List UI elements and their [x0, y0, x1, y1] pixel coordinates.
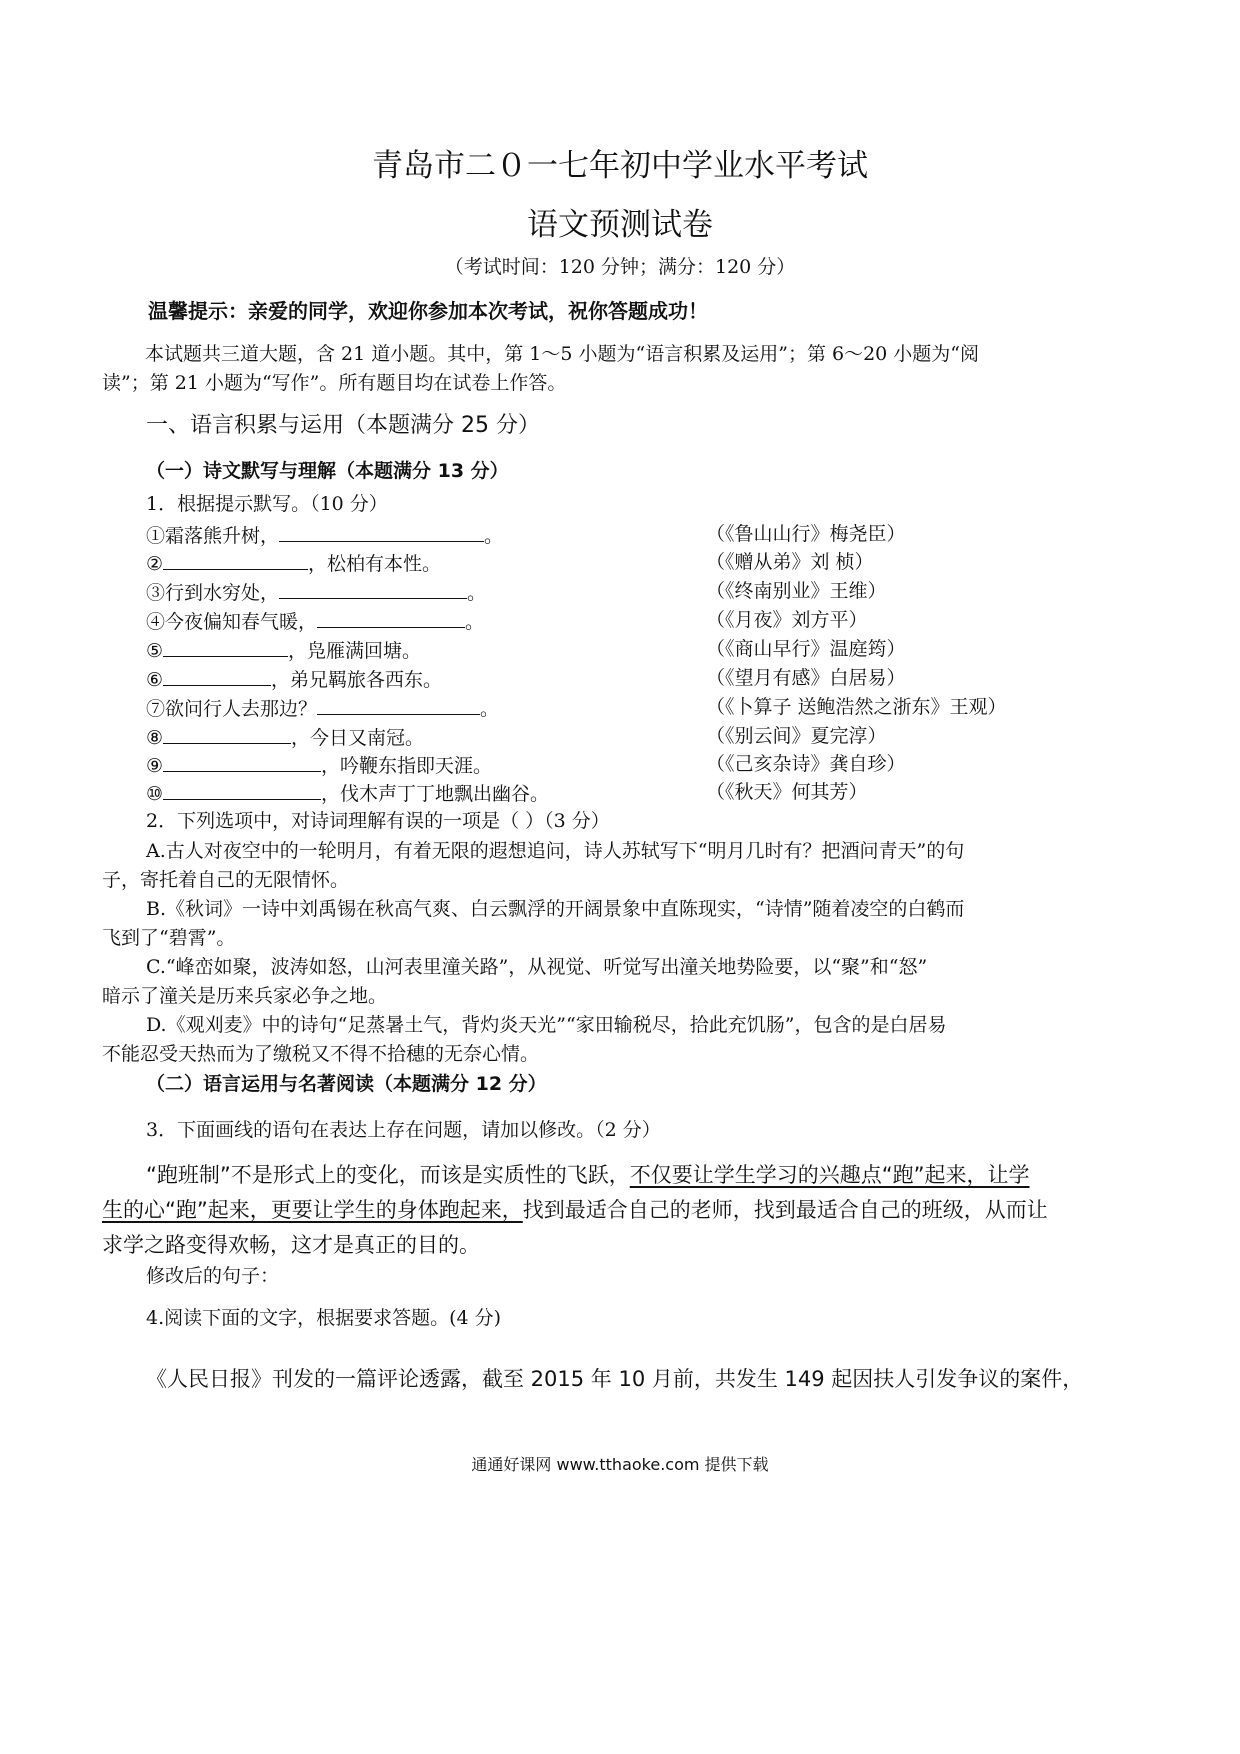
q1-source: （《秋天》何其芳） — [706, 781, 868, 803]
q1-item: ⑩ ，伐木声丁丁地飘出幽谷。 — [146, 779, 549, 807]
q1-item: ⑤ ，凫雁满回塘。 — [146, 636, 421, 664]
part-2-heading: （二）语言运用与名著阅读（本题满分 12 分） — [146, 1073, 547, 1095]
q1-item: ⑧ ，今日又南冠。 — [146, 723, 424, 751]
answer-blank[interactable] — [163, 723, 291, 744]
page-footer: 通通好课网 www.tthaoke.com 提供下载 — [471, 1455, 769, 1474]
q1-source: （《月夜》刘方平） — [706, 609, 868, 631]
answer-blank[interactable] — [317, 694, 480, 715]
q1-item: ⑥ ，弟兄羁旅各西东。 — [146, 665, 442, 693]
q2-option-c: C.“峰峦如聚，波涛如怒，山河表里潼关路”，从视觉、听觉写出潼关地势险要，以“聚”和“怒” — [146, 956, 928, 978]
answer-blank[interactable] — [163, 549, 308, 570]
q2-option-c-cont: 暗示了潼关是历来兵家必争之地。 — [102, 985, 388, 1007]
answer-blank[interactable] — [279, 578, 467, 599]
warm-tip: 温馨提示：亲爱的同学，欢迎你参加本次考试，祝你答题成功！ — [148, 299, 708, 323]
q1-item: ② ，松柏有本性。 — [146, 549, 441, 577]
q1-item: ⑦欲问行人去那边？ 。 — [146, 694, 499, 722]
q1-label: 1．根据提示默写。（10 分） — [146, 493, 388, 515]
q4-label: 4.阅读下面的文字，根据要求答题。(4 分) — [146, 1307, 502, 1329]
answer-blank[interactable] — [163, 751, 321, 772]
q4-passage-line-1: 《人民日报》刊发的一篇评论透露，截至 2015 年 10 月前，共发生 149 起因扶人引发争议的案件， — [146, 1367, 1084, 1391]
q1-item: ⑨ ，吟鞭东指即天涯。 — [146, 751, 492, 779]
q1-item: ④今夜偏知春气暖， 。 — [146, 607, 484, 635]
q3-answer-label: 修改后的句子： — [146, 1265, 280, 1287]
q2-option-a-cont: 子，寄托着自己的无限情怀。 — [102, 869, 350, 891]
q2-option-d-cont: 不能忍受天热而为了缴税又不得不拾穗的无奈心情。 — [102, 1043, 540, 1065]
answer-blank[interactable] — [279, 521, 484, 542]
q1-source: （《己亥杂诗》龚自珍） — [706, 753, 906, 775]
answer-blank[interactable] — [317, 607, 465, 628]
q1-source: （《卜算子 送鲍浩然之浙东》王观） — [706, 696, 1007, 718]
q2-label: 2．下列选项中，对诗词理解有误的一项是（ ）（3 分） — [146, 810, 610, 832]
exam-title: 青岛市二０一七年初中学业水平考试 — [372, 148, 868, 184]
underlined-sentence: 生的心“跑”起来，更要让学生的身体跑起来， — [102, 1198, 523, 1222]
intro-line-1: 本试题共三道大题，含 21 道小题。其中，第 1～5 小题为“语言积累及运用”；第 6～20 小题为“阅 — [145, 343, 979, 365]
underlined-sentence: 不仅要让学生学习的兴趣点“跑”起来，让学 — [629, 1163, 1030, 1187]
q1-source: （《终南别业》王维） — [706, 580, 887, 602]
q1-item: ③行到水穷处， 。 — [146, 578, 486, 606]
q1-source: （《赠从弟》刘 桢） — [706, 551, 874, 573]
q2-option-b: B.《秋词》一诗中刘禹锡在秋高气爽、白云飘浮的开阔景象中直陈现实，“诗情”随着凌空的白鹤而 — [146, 898, 965, 920]
q3-passage-line-3: 求学之路变得欢畅，这才是真正的目的。 — [102, 1233, 480, 1257]
q1-source: （《别云间》夏完淳） — [706, 725, 887, 747]
q1-source: （《鲁山山行》梅尧臣） — [706, 523, 906, 545]
q3-passage-line-1: “跑班制”不是形式上的变化，而该是实质性的飞跃，不仅要让学生学习的兴趣点“跑”起来，让学 — [146, 1163, 1030, 1187]
q2-option-d: D.《观刈麦》中的诗句“足蒸暑土气，背灼炎天光”“家田输税尽，拾此充饥肠”，包含的是白居易 — [146, 1014, 947, 1036]
q3-passage-line-2: 生的心“跑”起来，更要让学生的身体跑起来，找到最适合自己的老师，找到最适合自己的班级，从而让 — [102, 1198, 1048, 1222]
exam-info: （考试时间：120 分钟；满分：120 分） — [444, 256, 796, 278]
q2-option-a: A.古人对夜空中的一轮明月，有着无限的遐想追问，诗人苏轼写下“明月几时有？把酒问青天”的句 — [146, 840, 965, 862]
section-1-heading: 一、语言积累与运用（本题满分 25 分） — [146, 413, 540, 438]
intro-line-2: 读”；第 21 小题为“写作”。所有题目均在试卷上作答。 — [102, 372, 567, 394]
answer-blank[interactable] — [163, 665, 271, 686]
q3-label: 3．下面画线的语句在表达上存在问题，请加以修改。（2 分） — [146, 1119, 661, 1141]
q1-item: ①霜落熊升树， 。 — [146, 521, 503, 549]
answer-blank[interactable] — [163, 636, 288, 657]
exam-subtitle: 语文预测试卷 — [527, 207, 713, 243]
answer-blank[interactable] — [163, 779, 321, 800]
q2-option-b-cont: 飞到了“碧霄”。 — [102, 927, 236, 949]
part-1-heading: （一）诗文默写与理解（本题满分 13 分） — [146, 460, 509, 482]
q1-source: （《望月有感》白居易） — [706, 667, 906, 689]
q1-source: （《商山早行》温庭筠） — [706, 638, 906, 660]
